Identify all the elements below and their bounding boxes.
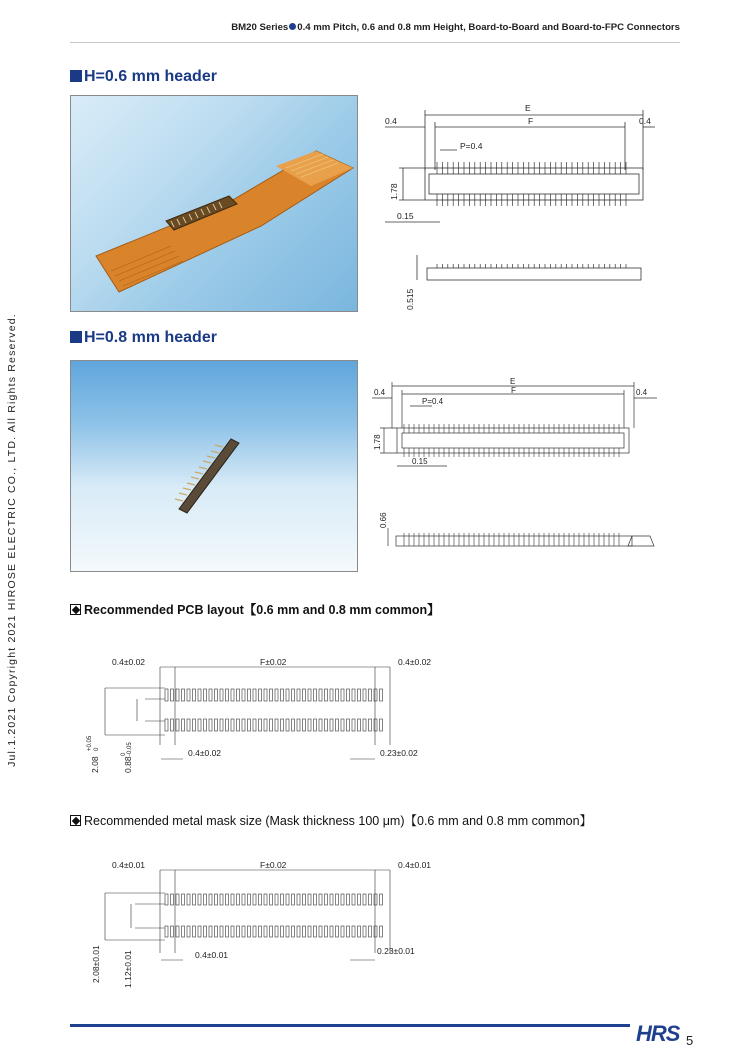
dim-pitch: 0.4±0.01 — [195, 950, 229, 960]
dim-height: 1.78 — [389, 183, 399, 200]
dim-E: E — [510, 378, 516, 386]
dim-left: 0.4 — [374, 388, 386, 397]
square-bullet-icon — [70, 331, 82, 343]
bullet-dot-icon — [289, 23, 296, 30]
svg-text:0: 0 — [121, 752, 127, 756]
dim-outer: 2.08 — [90, 756, 100, 773]
section-title-pcb: Recommended PCB layout【0.6 mm and 0.8 mm common】 — [70, 600, 440, 618]
series-name: BM20 Series — [231, 22, 289, 33]
dim-inner: 0.88 — [123, 756, 133, 773]
dim-F: F — [511, 386, 516, 395]
dim-right: 0.4 — [639, 116, 651, 126]
dim-left: 0.4±0.02 — [112, 657, 146, 667]
dim-right: 0.4 — [636, 388, 648, 397]
dim-center: F±0.02 — [260, 657, 287, 667]
dim-outer: 2.08±0.01 — [91, 945, 101, 983]
drawing-metal-mask — [85, 858, 455, 993]
dim-height: 1.78 — [373, 434, 382, 450]
diamond-bullet-icon — [70, 815, 81, 826]
drawing-pcb-layout — [85, 655, 455, 780]
dim-pitch: P=0.4 — [422, 397, 444, 406]
dim-pitch: 0.4±0.02 — [188, 748, 222, 758]
diamond-bullet-icon — [70, 604, 81, 615]
dim-pad: 0.23±0.02 — [380, 748, 418, 758]
drawing-h08 — [372, 378, 657, 558]
drawing-h06 — [385, 100, 655, 315]
dim-E: E — [525, 103, 531, 113]
dim-thickness: 0.66 — [379, 512, 388, 528]
dim-pad: 0.23±0.01 — [377, 946, 415, 956]
dim-right: 0.4±0.02 — [398, 657, 432, 667]
dim-left: 0.4±0.01 — [112, 860, 146, 870]
dim-left: 0.4 — [385, 116, 397, 126]
svg-text:0: 0 — [94, 747, 100, 751]
square-bullet-icon — [70, 70, 82, 82]
footer-rule — [70, 1024, 630, 1027]
dim-lead: 0.15 — [397, 211, 414, 221]
svg-text:+0.05: +0.05 — [87, 735, 93, 751]
dim-center: F±0.02 — [260, 860, 287, 870]
header-rule — [70, 42, 680, 43]
section-title-h08: H=0.8 mm header — [70, 329, 217, 347]
dim-inner: 1.12±0.01 — [123, 950, 133, 988]
dim-F: F — [528, 116, 534, 126]
section-title-h06: H=0.6 mm header — [70, 68, 217, 86]
document-header — [0, 22, 680, 33]
side-copyright — [2, 305, 22, 775]
section-title-mask: Recommended metal mask size (Mask thickness 100 μm)【0.6 mm and 0.8 mm common】 — [70, 811, 592, 829]
page-number: 5 — [686, 1033, 694, 1048]
dim-lead: 0.15 — [412, 457, 428, 466]
hrs-logo: HRS — [636, 1021, 680, 1046]
dim-thickness: 0.515 — [405, 288, 415, 310]
photo-h08-header — [70, 360, 358, 572]
dim-pitch: P=0.4 — [460, 141, 483, 151]
dim-right: 0.4±0.01 — [398, 860, 432, 870]
svg-text:-0.05: -0.05 — [127, 742, 133, 756]
photo-h06-header — [70, 95, 358, 312]
copyright-text: Jul.1.2021 Copyright 2021 HIROSE ELECTRIC CO., LTD. All Rights Reserved. — [6, 313, 18, 767]
header-description: 0.4 mm Pitch, 0.6 and 0.8 mm Height, Board-to-Board and Board-to-FPC Connectors — [297, 22, 680, 33]
